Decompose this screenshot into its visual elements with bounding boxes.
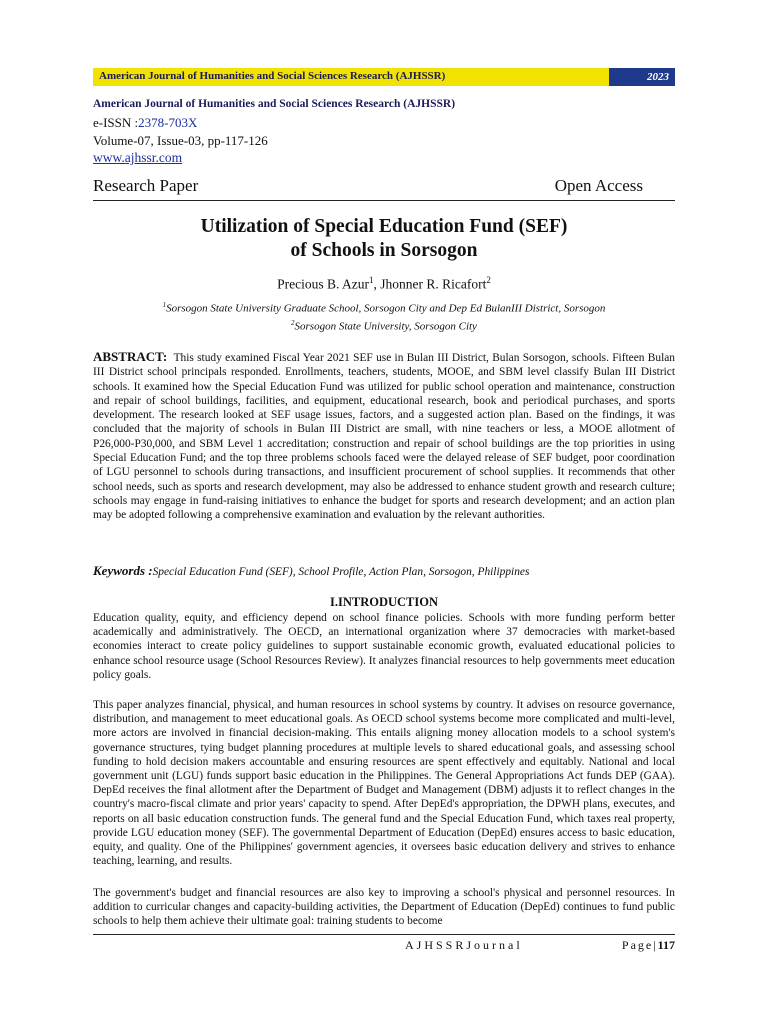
- keywords-label: Keywords :: [93, 563, 153, 578]
- affiliation-2-text: Sorsogon State University, Sorsogon City: [294, 320, 477, 333]
- footer-page-number: 117: [657, 938, 675, 952]
- paper-title: [93, 215, 675, 263]
- body-paragraph-2: This paper analyzes financial, physical, and human resources in school systems by country. It advises on resource governance, distribution, and management to meet educational goals. As OECD school systems become more complicated and multi-level, more actors are involved in financial decision-making. This entails aligning money allocation models to a school system's governance structures, tying budget planning procedures at multiple levels to shared educational goals, and assessing school funding to hold decision makers accountable and ensuring resources are spent effectively and equitably. National and local government unit (LGU) funds support basic education in the Philippines. The General Appropriations Act funds DEP (GAA). DepEd receives the final allotment after the Department of Budget and Management (DBM) adjusts it to reflect changes in the country's macro-fiscal climate and prior years' capacity to spend. After DepEd's appropriation, the DPWH plans, executes, and reports on all basic education construction funds. The general fund and the Special Education Fund, which taxes real property, provide LGU education money (SEF). The governmental Department of Education (DepEd) ensures access to basic education, equity, and quality. One of the Philippines' government agencies, it oversees basic education delivery and strives to enhance teaching, learning, and results.: [93, 699, 675, 868]
- author-2: Jhonner R. Ricafort: [380, 276, 487, 292]
- author-list: [93, 275, 675, 293]
- footer-page: [622, 938, 675, 953]
- affiliation-2-mark: 2: [291, 318, 295, 327]
- issn-value: 2378-703X: [138, 115, 198, 130]
- abstract-label: ABSTRACT:: [93, 349, 168, 364]
- body-paragraph-3: The government's budget and financial resources are also key to improving a school's physical and personnel resources. In addition to curricular changes and capacity-building activities, the Department of Education (DepEd) continues to fund public schools to help them achieve their ultimate goal: training students to become: [93, 887, 675, 928]
- open-access-label: Open Access: [554, 176, 643, 195]
- abstract: [93, 350, 675, 523]
- footer-divider: [93, 934, 675, 935]
- title-line-2: of Schools in Sorsogon: [290, 240, 478, 261]
- header-year: 2023: [609, 68, 675, 86]
- affiliation-2: [93, 316, 675, 334]
- author-1-affil-mark: 1: [369, 275, 374, 285]
- meta-journal-name: American Journal of Humanities and Social Sciences Research (AJHSSR): [93, 98, 456, 110]
- footer-journal: AJHSSRJournal: [405, 938, 523, 952]
- author-separator: ,: [373, 276, 381, 292]
- section-heading-introduction: I.INTRODUCTION: [329, 595, 438, 609]
- header-journal-name: American Journal of Humanities and Social Sciences Research (AJHSSR): [99, 70, 446, 82]
- keywords-text: Special Education Fund (SEF), School Profile, Action Plan, Sorsogon, Philippines: [152, 566, 530, 578]
- affiliation-1-text: Sorsogon State University Graduate School, Sorsogon City and Dep Ed BulanIII District, Sorsogon: [166, 302, 606, 315]
- issn-line: [93, 114, 675, 132]
- author-1: Precious B. Azur: [277, 276, 369, 292]
- affiliation-1-mark: 1: [162, 301, 167, 309]
- journal-header-bar: [93, 68, 675, 86]
- header-divider: [93, 200, 675, 201]
- volume-line: Volume-07, Issue-03, pp-117-126: [93, 133, 268, 148]
- footer-page-label: Page|: [621, 938, 658, 952]
- title-line-1: Utilization of Special Education Fund (SEF): [200, 216, 568, 237]
- affiliation-1: [93, 298, 675, 316]
- body-paragraph-1: Education quality, equity, and efficiency depend on school finance policies. Schools with more funding perform better academically and administratively. The OECD, an international organization where 37 democracies with market-based economies interact to create policy guidelines to support sustainable economic growth, evaluated educational policies to enhance school resource usage (School Resources Review). It analyzes financial resources to help governments meet education policy goals.: [93, 612, 675, 681]
- issn-label: e-ISSN :: [93, 115, 139, 130]
- affiliations: [93, 298, 675, 333]
- author-2-affil-mark: 2: [486, 275, 491, 285]
- abstract-text: This study examined Fiscal Year 2021 SEF use in Bulan III District, Bulan Sorsogon, schools. Fifteen Bulan III District school principals responded. Enrollments, teachers, students, MOOE, and SBM level classify Bulan III District schools. It examined how the Special Education Fund was utilized for public school operation and maintenance, construction and repair of school buildings, facilities, and equipment, educational research, book and periodical purchases, and sports development. The research looked at SEF usage issues, factors, and a suggested action plan. Based on the findings, it was concluded that the majority of schools in Bulan III District are small, with nine teachers or less, a MOOE allotment of P26,000-P30,000, and SBM Level 1 accreditation; construction and repair of school buildings are the top priorities in using Special Education Fund; and the top three problems schools faced were the delayed release of SEF budget, poor coordination of LGU personnel to schools during transactions, and insufficient procurement of school supplies. It recommends that other school needs, such as sports and research development, may also be addressed to enhance student growth and research culture; schools may engage in fund-raising initiatives to enhance the budget for sports and research development; and an action plan may be adopted following a comprehensive examination and evaluation by the relevant authorities.: [93, 352, 675, 522]
- journal-url-link[interactable]: www.ajhssr.com: [93, 150, 183, 165]
- publication-meta: [93, 98, 675, 166]
- keywords: [93, 563, 675, 579]
- paper-type-label: Research Paper: [93, 176, 199, 195]
